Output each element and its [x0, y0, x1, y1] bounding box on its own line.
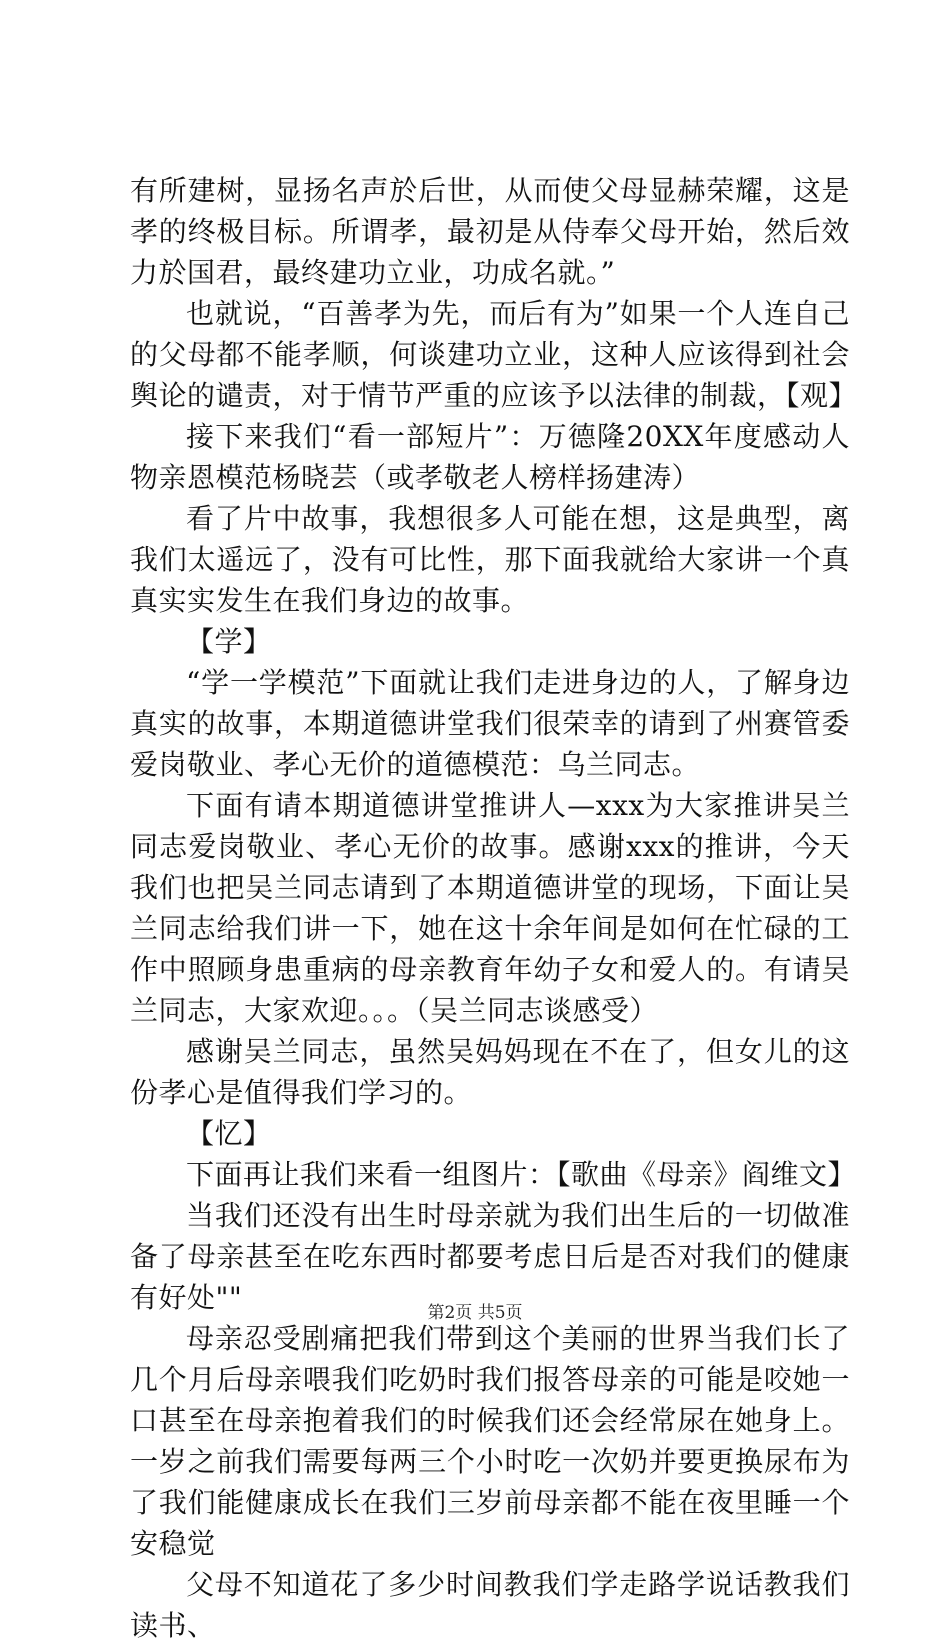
document-body	[130, 170, 858, 1646]
page-number: 第2页 共5页	[427, 1303, 523, 1323]
paragraph: 看了片中故事，我想很多人可能在想，这是典型，离我们太遥远了，没有可比性，那下面我就给大家讲一个真真实实发生在我们身边的故事。	[130, 502, 850, 617]
paragraph: 当我们还没有出生时母亲就为我们出生后的一切做准备了母亲甚至在吃东西时都要考虑日后是否对我们的健康有好处""	[130, 1199, 850, 1314]
paragraph: 母亲忍受剧痛把我们带到这个美丽的世界当我们长了几个月后母亲喂我们吃奶时我们报答母亲的可能是咬她一口甚至在母亲抱着我们的时候我们还会经常尿在她身上。一岁之前我们需要每两三个小时吃一次奶并要更换尿布为了我们能健康成长在我们三岁前母亲都不能在夜里睡一个安稳觉	[130, 1322, 850, 1560]
paragraph: 有所建树，显扬名声於后世，从而使父母显赫荣耀，这是孝的终极目标。所谓孝，最初是从侍奉父母开始，然后效力於国君，最终建功立业，功成名就。”	[130, 174, 850, 289]
paragraph: 下面有请本期道德讲堂推讲人—xxx为大家推讲吴兰同志爱岗敬业、孝心无价的故事。感谢xxx的推讲，今天我们也把吴兰同志请到了本期道德讲堂的现场，下面让吴兰同志给我们讲一下，她在这十余年间是如何在忙碌的工作中照顾身患重病的母亲教育年幼子女和爱人的。有请吴兰同志，大家欢迎。。。（吴兰同志谈感受）	[130, 789, 850, 1027]
section-heading-learn: 【学】	[186, 625, 272, 658]
section-heading-recall: 【忆】	[186, 1117, 272, 1150]
paragraph: “学一学模范”下面就让我们走进身边的人，了解身边真实的故事，本期道德讲堂我们很荣幸的请到了州赛管委爱岗敬业、孝心无价的道德模范：乌兰同志。	[130, 666, 850, 781]
paragraph: 父母不知道花了多少时间教我们学走路学说话教我们读书、	[130, 1568, 850, 1642]
paragraph: 接下来我们“看一部短片”：万德隆20XX年度感动人物亲恩模范杨晓芸（或孝敬老人榜样扬建涛）	[130, 420, 850, 494]
paragraph: 也就说，“百善孝为先，而后有为”如果一个人连自己的父母都不能孝顺，何谈建功立业，这种人应该得到社会舆论的谴责，对于情节严重的应该予以法律的制裁，【观】	[130, 297, 858, 412]
paragraph: 感谢吴兰同志，虽然吴妈妈现在不在了，但女儿的这份孝心是值得我们学习的。	[130, 1035, 850, 1109]
paragraph: 下面再让我们来看一组图片：【歌曲《母亲》阎维文】	[186, 1158, 857, 1191]
